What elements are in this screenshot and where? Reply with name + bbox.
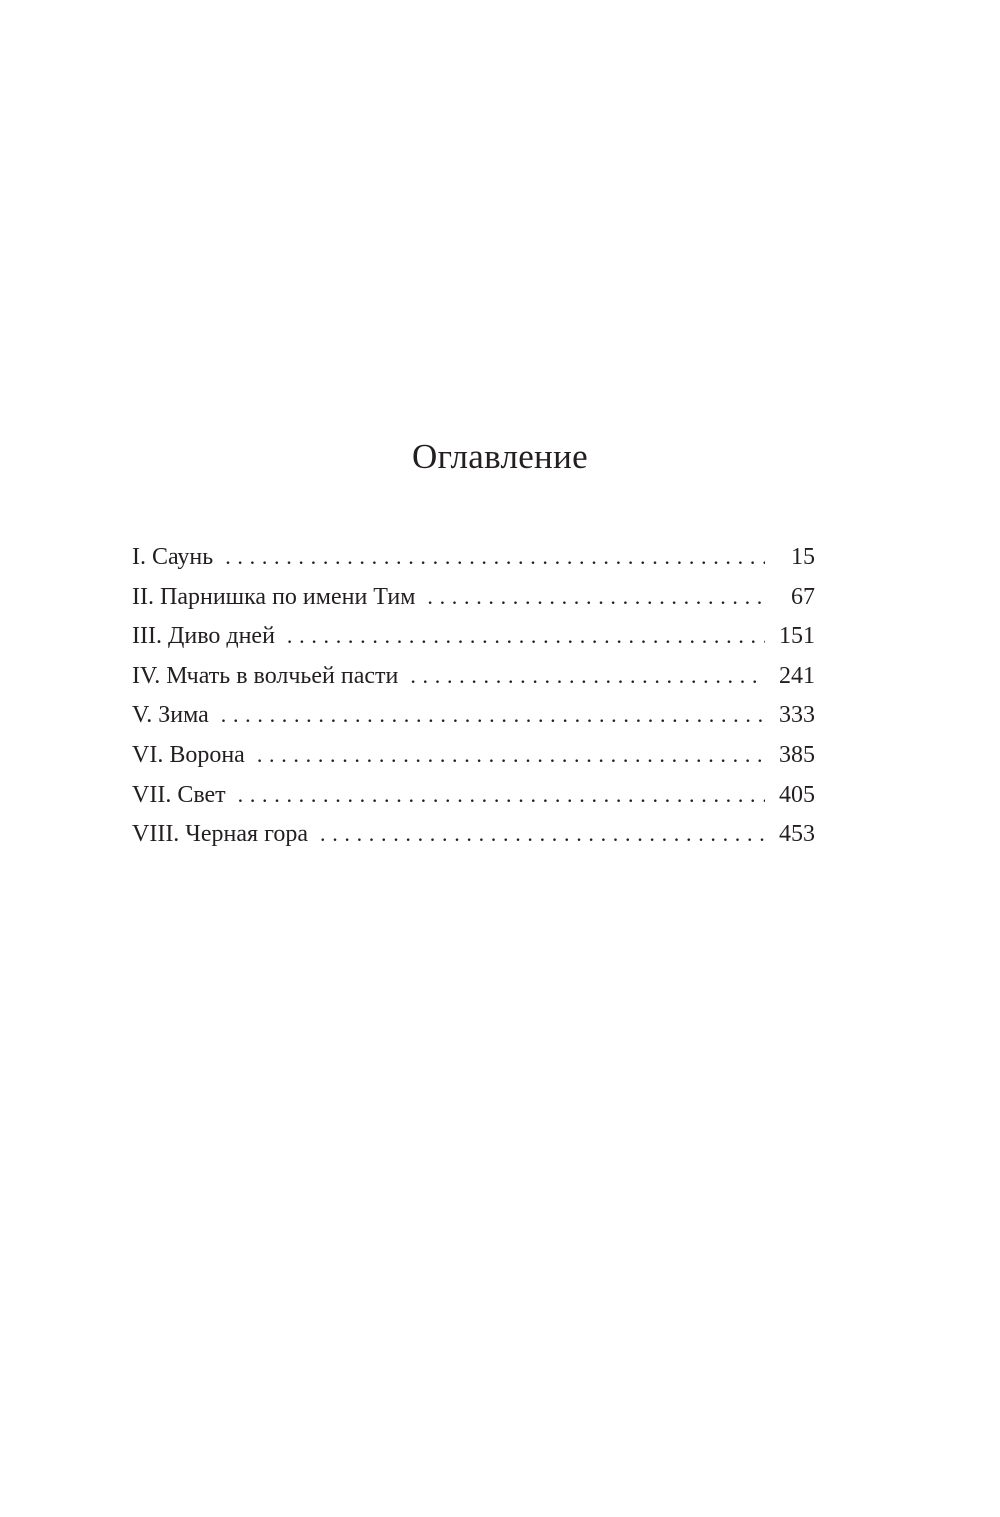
toc-entry-label: IV. Мчать в волчьей пасти	[132, 662, 399, 689]
toc-leader-dots	[320, 814, 765, 854]
toc-entry-page: 453	[779, 821, 815, 848]
toc-leader-dots	[238, 775, 765, 815]
toc-entry-page: 67	[791, 583, 815, 610]
toc-entry	[132, 577, 815, 617]
toc-entry	[132, 695, 815, 735]
toc-leader-dots	[287, 616, 765, 656]
toc-entry-page: 151	[779, 623, 815, 650]
toc-leader-dots	[410, 656, 765, 696]
toc-entry	[132, 537, 815, 577]
toc-entry-page: 15	[791, 544, 815, 570]
toc-entry-label: II. Парнишка по имени Тим	[132, 583, 416, 610]
toc-entry-page: 241	[779, 662, 815, 689]
toc-leader-dots	[225, 537, 765, 577]
toc-entry-page: 405	[779, 781, 815, 808]
toc-entry-label: VII. Свет	[132, 781, 226, 808]
toc-entry	[132, 814, 815, 854]
toc-entry-page: 385	[779, 741, 815, 768]
toc-list	[132, 537, 815, 854]
toc-entry-label: III. Диво дней	[132, 623, 275, 650]
toc-entry	[132, 616, 815, 656]
toc-entry-page: 333	[779, 702, 815, 729]
toc-entry	[132, 656, 815, 696]
toc-entry-label: VI. Ворона	[132, 741, 245, 768]
toc-leader-dots	[221, 695, 765, 735]
toc-leader-dots	[257, 735, 765, 775]
toc-entry-label: V. Зима	[132, 702, 209, 729]
toc-leader-dots	[427, 577, 765, 617]
toc-entry	[132, 735, 815, 775]
toc-entry-label: I. Саунь	[132, 544, 214, 570]
toc-title: Оглавление	[412, 437, 588, 476]
toc-entry	[132, 775, 815, 815]
toc-entry-label: VIII. Черная гора	[132, 821, 308, 848]
